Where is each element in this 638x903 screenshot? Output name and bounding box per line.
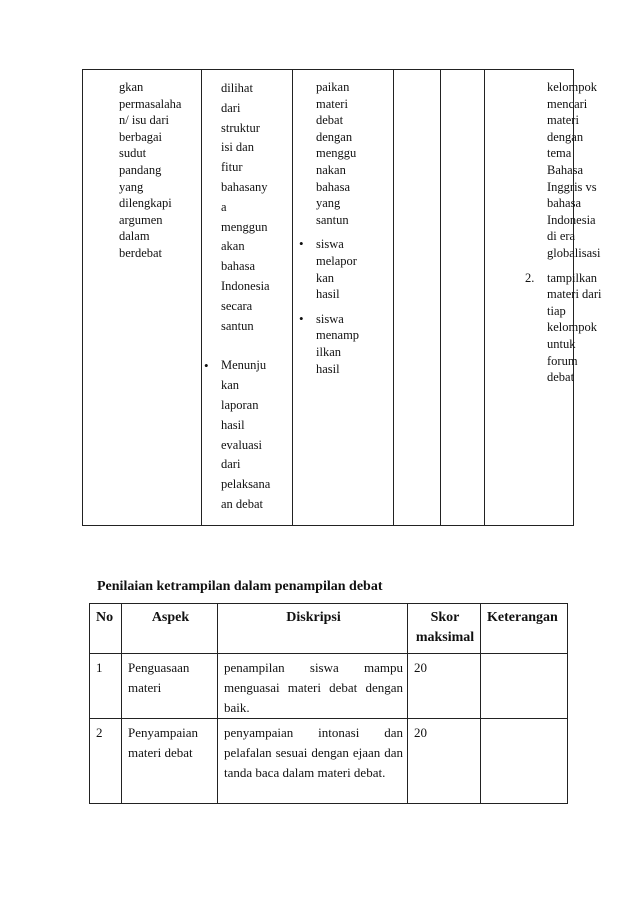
text-line: menggu bbox=[316, 146, 357, 161]
text-line: tampilkan bbox=[547, 270, 597, 285]
text-line: • Menunju bbox=[221, 358, 267, 373]
activity-text-1 bbox=[83, 70, 201, 262]
activity-cell-5 bbox=[441, 70, 485, 526]
text-line: hasil bbox=[221, 417, 245, 432]
score-header-row bbox=[90, 604, 568, 654]
row-keterangan bbox=[481, 719, 568, 804]
header-skor-line1: Skor bbox=[430, 610, 460, 625]
activity-row bbox=[83, 70, 574, 526]
text-line: pelaksana bbox=[221, 477, 271, 492]
text-line: dilengkapi bbox=[119, 196, 172, 211]
activity-cell-2 bbox=[202, 70, 293, 526]
activity-cell-6 bbox=[485, 70, 602, 526]
header-diskripsi: Diskripsi bbox=[218, 604, 408, 654]
item-number: 2. bbox=[525, 270, 535, 285]
text-line: Inggris vs bbox=[547, 179, 597, 194]
text-line: • siswa bbox=[316, 237, 344, 252]
text-line: bahasany bbox=[221, 179, 268, 194]
text-line: materi bbox=[547, 113, 579, 128]
text-line: evaluasi bbox=[221, 437, 262, 452]
text-line: kan bbox=[221, 378, 240, 393]
text-line: argumen bbox=[119, 212, 163, 227]
text-line: menamp bbox=[316, 328, 360, 343]
text-line: dari bbox=[221, 457, 241, 472]
activity-text-2 bbox=[221, 79, 288, 336]
text-line: an debat bbox=[221, 496, 263, 511]
text-line: kelompok bbox=[547, 320, 597, 335]
text-line: laporan bbox=[221, 397, 259, 412]
text-line: santun bbox=[221, 318, 254, 333]
text-line: menggun bbox=[221, 219, 268, 234]
text-line: berdebat bbox=[119, 245, 163, 260]
activity-cell-1 bbox=[83, 70, 202, 526]
text-line: Indonesia bbox=[221, 278, 270, 293]
header-no: No bbox=[90, 604, 122, 654]
text-line: debat bbox=[316, 113, 344, 128]
text-line: hasil bbox=[316, 287, 340, 302]
text-line: bahasa bbox=[316, 179, 351, 194]
text-line: dengan bbox=[316, 129, 353, 144]
text-line: permasalaha bbox=[119, 96, 182, 111]
score-table bbox=[89, 603, 568, 804]
row-diskripsi: penyampaian intonasi dan pelafalan sesuai dengan ejaan dan tanda baca dalam materi debat. bbox=[218, 719, 408, 804]
activity-bullet-3a bbox=[316, 236, 389, 302]
row-diskripsi: penampilan siswa mampu menguasai materi debat dengan baik. bbox=[218, 654, 408, 719]
row-no: 1 bbox=[90, 654, 122, 719]
text-line: Bahasa bbox=[547, 162, 584, 177]
text-line: bahasa bbox=[221, 259, 256, 274]
text-line: yang bbox=[316, 196, 341, 211]
text-line: dilihat bbox=[221, 81, 253, 95]
text-line: materi dari bbox=[547, 287, 602, 302]
activity-item-text bbox=[547, 270, 602, 386]
text-line: ilkan bbox=[316, 344, 341, 359]
text-line: kan bbox=[316, 270, 335, 285]
text-line: globalisasi bbox=[547, 245, 601, 260]
text-line: santun bbox=[316, 212, 349, 227]
row-aspek: Penyampaian materi debat bbox=[122, 719, 218, 804]
text-line: nakan bbox=[316, 162, 346, 177]
text-line: dari bbox=[221, 100, 241, 115]
text-line: untuk bbox=[547, 336, 576, 351]
text-line: debat bbox=[547, 370, 575, 385]
text-line: isi dan bbox=[221, 140, 254, 155]
row-keterangan bbox=[481, 654, 568, 719]
text-line: pandang bbox=[119, 162, 162, 177]
header-keterangan: Keterangan bbox=[481, 604, 568, 654]
text-line: melapor bbox=[316, 253, 357, 268]
activity-table bbox=[82, 69, 602, 526]
header-skor-line2: maksimal bbox=[415, 630, 475, 645]
table-row bbox=[90, 719, 568, 804]
text-line: mencari bbox=[547, 96, 588, 111]
text-line: • siswa bbox=[316, 311, 344, 326]
header-aspek: Aspek bbox=[122, 604, 218, 654]
text-line: kelompok bbox=[547, 80, 597, 94]
text-line: hasil bbox=[316, 361, 340, 376]
text-line: berbagai bbox=[119, 129, 163, 144]
text-line: n/ isu dari bbox=[119, 113, 169, 128]
activity-numbered-item bbox=[525, 270, 602, 386]
text-line: bahasa bbox=[547, 196, 582, 211]
activity-cell-4 bbox=[394, 70, 441, 526]
row-no: 2 bbox=[90, 719, 122, 804]
text-line: materi bbox=[316, 96, 348, 111]
table-row bbox=[90, 654, 568, 719]
activity-bullet-2 bbox=[221, 356, 288, 514]
header-skor bbox=[408, 604, 481, 654]
text-line: secara bbox=[221, 298, 253, 313]
text-line: a bbox=[221, 199, 227, 214]
text-line: dengan bbox=[547, 129, 584, 144]
activity-bullet-3b bbox=[316, 311, 389, 377]
row-skor: 20 bbox=[408, 719, 481, 804]
text-line: struktur bbox=[221, 120, 260, 135]
text-line: fitur bbox=[221, 160, 243, 175]
text-line: Indonesia bbox=[547, 212, 596, 227]
text-line: gkan bbox=[119, 80, 144, 94]
text-line: forum bbox=[547, 353, 578, 368]
text-line: sudut bbox=[119, 146, 147, 161]
row-aspek: Penguasaan materi bbox=[122, 654, 218, 719]
text-line: tema bbox=[547, 146, 572, 161]
activity-cell-3 bbox=[293, 70, 394, 526]
activity-text-3 bbox=[316, 79, 389, 228]
text-line: paikan bbox=[316, 80, 350, 94]
activity-text-6 bbox=[547, 79, 601, 262]
text-line: tiap bbox=[547, 303, 566, 318]
section-heading: Penilaian ketrampilan dalam penampilan debat bbox=[97, 579, 383, 594]
text-line: di era bbox=[547, 229, 576, 244]
text-line: akan bbox=[221, 239, 245, 254]
text-line: dalam bbox=[119, 229, 150, 244]
text-line: yang bbox=[119, 179, 144, 194]
row-skor: 20 bbox=[408, 654, 481, 719]
